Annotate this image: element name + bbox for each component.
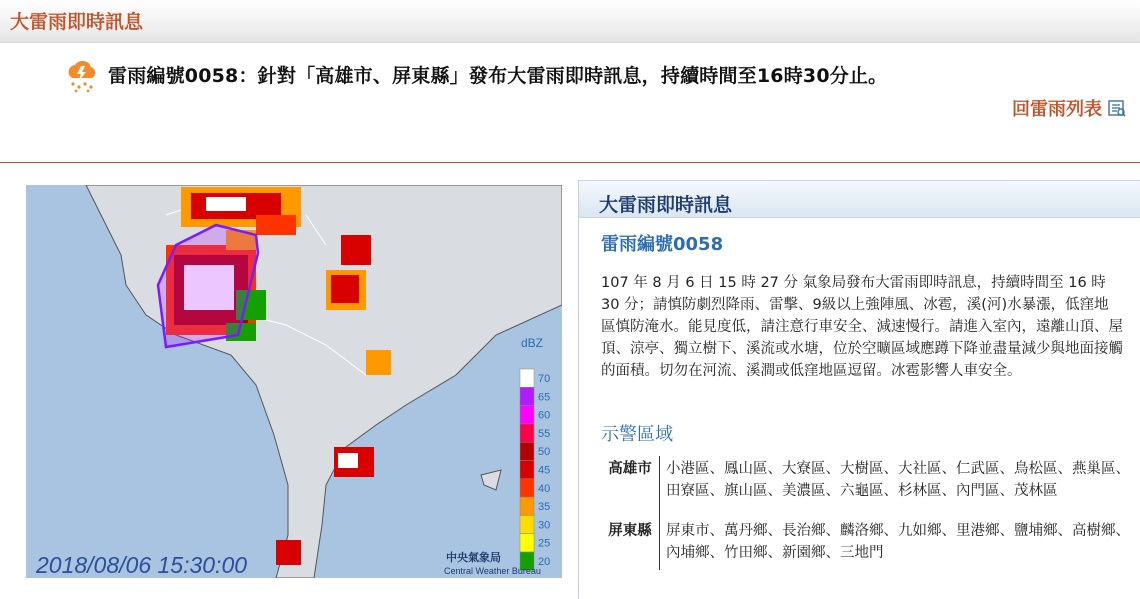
storm-id: 雷雨編號0058 xyxy=(601,234,724,255)
back-link-label[interactable]: 回雷雨列表 xyxy=(1012,99,1102,120)
alert-description: 107 年 8 月 6 日 15 時 27 分 氣象局發布大雷雨即時訊息，持續時間至 16 時 30 分；請慎防劇烈降雨、雷擊、9級以上強陣風、冰雹，溪(河)水暴漲，低窪地區慎防淹水。能見度低，請注意行車安全、減速慢行。請進入室內，遠離山頂、屋頂、涼亭、獨立樹下、溪流或水塘，位於空曠區域應蹲下降並盡量減少與地面接觸的面積。切勿在河流、溪澗或低窪地區逗留。冰雹影響人車安全。 xyxy=(601,275,1123,379)
legend-swatch xyxy=(520,534,534,552)
legend-swatch xyxy=(520,387,534,405)
legend-level-label: 35 xyxy=(538,501,551,514)
legend-level-label: 45 xyxy=(538,464,551,477)
bureau-name-cn: 中央氣象局 xyxy=(446,551,501,564)
legend-level-label: 60 xyxy=(538,409,551,422)
legend-level-label: 50 xyxy=(538,446,551,459)
panel-title: 大雷雨即時訊息 xyxy=(599,194,733,216)
region-areas: 小港區、鳳山區、大寮區、大樹區、大社區、仁武區、鳥松區、燕巢區、田寮區、旗山區、美濃區、六龜區、杉林區、內門區、茂林區 xyxy=(666,461,1130,499)
legend-swatch xyxy=(520,497,534,515)
radar-map xyxy=(26,185,562,578)
bureau-name-en: Central Weather Bureau xyxy=(444,566,541,576)
legend-swatch xyxy=(520,442,534,460)
region-areas: 屏東市、萬丹鄉、長治鄉、麟洛鄉、九如鄉、里港鄉、鹽埔鄉、高樹鄉、內埔鄉、竹田鄉、新園鄉、三地門 xyxy=(666,523,1130,561)
warning-area-title: 示警區域 xyxy=(601,424,673,445)
region-city: 高雄市 xyxy=(601,456,660,508)
legend-level-label: 25 xyxy=(538,537,551,550)
region-city: 屏東縣 xyxy=(601,518,660,570)
info-panel xyxy=(578,180,1140,599)
legend-level-label: 20 xyxy=(538,556,551,568)
alert-message: 雷雨編號0058：針對「高雄市、屏東縣」發布大雷雨即時訊息，持續時間至16時30分止。 xyxy=(108,64,888,87)
page-header xyxy=(0,0,1140,43)
page-title: 大雷雨即時訊息 xyxy=(10,11,144,33)
legend-swatch xyxy=(520,461,534,479)
legend-unit: dBZ xyxy=(521,336,544,350)
legend-level-label: 55 xyxy=(538,427,551,440)
legend-level-label: 70 xyxy=(538,373,551,385)
legend-swatch xyxy=(520,369,534,387)
table-row xyxy=(601,518,1131,570)
legend-level-label: 30 xyxy=(538,519,551,532)
section-divider xyxy=(0,162,1140,163)
warning-region-table xyxy=(601,456,1131,570)
back-to-storm-list-link[interactable] xyxy=(1012,95,1126,121)
legend-swatch xyxy=(520,479,534,497)
legend-swatch xyxy=(520,515,534,533)
panel-header xyxy=(579,180,1140,218)
table-row xyxy=(601,456,1131,508)
legend-level-label: 65 xyxy=(538,391,551,404)
legend-level-label: 40 xyxy=(538,482,551,495)
map-timestamp: 2018/08/06 15:30:00 xyxy=(36,552,248,578)
alert-summary xyxy=(62,54,887,94)
radar-map-canvas xyxy=(26,185,562,578)
list-icon[interactable] xyxy=(1108,99,1126,117)
legend-swatch xyxy=(520,406,534,424)
legend-swatch xyxy=(520,424,534,442)
thunderstorm-cloud-icon xyxy=(62,54,102,94)
